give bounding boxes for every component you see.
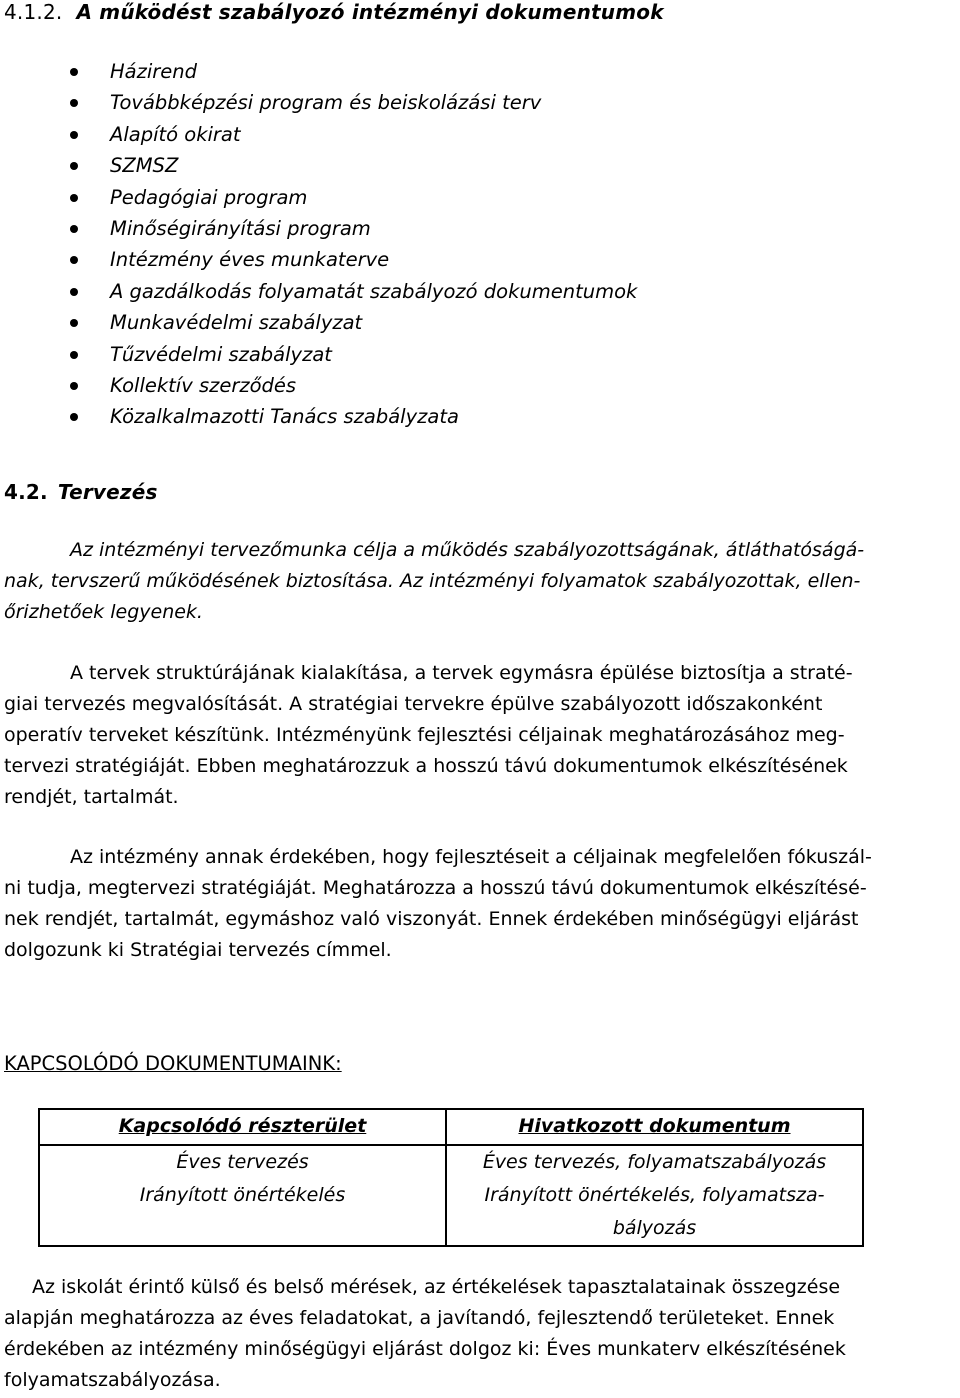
document-list xyxy=(0,56,637,433)
table-cell: Éves tervezés, folyamatszabályozás xyxy=(446,1145,863,1179)
bullet-icon xyxy=(70,194,78,202)
section-title: Tervezés xyxy=(57,480,158,504)
section-number: 4.1.2. xyxy=(4,0,63,24)
paragraph-plan-structure: A tervek struktúrájának kialakítása, a tervek egymásra épülése biztosítja a straté- giai tervezés megvalósítását. A stratégiai tervekre épülve szabályozott időszakonként operatív terveket készítünk. Intézményünk fejlesztési céljainak meghatározásához meg- tervezi stratégiáját. Ebben meghatározzuk a hosszú távú dokumentumok elkészítésének rendjét, tartalmát. xyxy=(4,662,853,808)
section-number: 4.2. xyxy=(4,480,48,504)
section-title: A működést szabályozó intézményi dokumentumok xyxy=(76,0,664,24)
table-header-cell: Hivatkozott dokumentum xyxy=(446,1109,863,1145)
paragraph-strategy: Az intézmény annak érdekében, hogy fejlesztéseit a céljainak megfelelően fókuszál- ni tudja, megtervezi stratégiáját. Meghatározza a hosszú távú dokumentumok elkészítésé- nek rendjét, tartalmát, egymáshoz való viszonyát. Ennek érdekében minőségügyi eljárást dolgozunk ki Stratégiai tervezés címmel. xyxy=(4,846,872,961)
list-item: Továbbképzési program és beiskolázási terv xyxy=(0,87,637,118)
list-item: Alapító okirat xyxy=(0,119,637,150)
list-item: Kollektív szerződés xyxy=(0,370,637,401)
bullet-icon xyxy=(70,288,78,296)
bullet-icon xyxy=(70,256,78,264)
bullet-icon xyxy=(70,162,78,170)
bullet-icon xyxy=(70,382,78,390)
list-item: Minőségirányítási program xyxy=(0,213,637,244)
bullet-icon xyxy=(70,131,78,139)
table-row xyxy=(39,1179,863,1246)
table-cell: Éves tervezés xyxy=(39,1145,446,1179)
bullet-icon xyxy=(70,68,78,76)
related-documents-heading: KAPCSOLÓDÓ DOKUMENTUMAINK: xyxy=(4,1052,342,1075)
table-header-cell: Kapcsolódó részterület xyxy=(39,1109,446,1145)
bullet-icon xyxy=(70,225,78,233)
table-header-row xyxy=(39,1109,863,1145)
bullet-icon xyxy=(70,413,78,421)
table-cell: Irányított önértékelés, folyamatsza- bályozás xyxy=(446,1179,863,1246)
list-item: SZMSZ xyxy=(0,150,637,181)
list-item: Házirend xyxy=(0,56,637,87)
section-heading-4-1-2 xyxy=(4,0,664,24)
bullet-icon xyxy=(70,351,78,359)
bullet-icon xyxy=(70,99,78,107)
list-item: Munkavédelmi szabályzat xyxy=(0,307,637,338)
related-documents-table xyxy=(38,1108,864,1247)
table-cell: Irányított önértékelés xyxy=(39,1179,446,1246)
list-item: Tűzvédelmi szabályzat xyxy=(0,339,637,370)
table-row xyxy=(39,1145,863,1179)
list-item: Intézmény éves munkaterve xyxy=(0,244,637,275)
paragraph-planning-goal: Az intézményi tervezőmunka célja a működés szabályozottságának, átláthatóságá- nak, tervszerű működésének biztosítása. Az intézményi folyamatok szabályozottak, ellen- őrizhetőek legyenek. xyxy=(4,539,865,623)
section-heading-4-2 xyxy=(4,480,158,504)
bullet-icon xyxy=(70,319,78,327)
list-item: A gazdálkodás folyamatát szabályozó dokumentumok xyxy=(0,276,637,307)
paragraph-closing: Az iskolát érintő külső és belső mérések, az értékelések tapasztalatainak összegzése alapján meghatározza az éves feladatokat, a javítandó, fejlesztendő területeket. Ennek érdekében az intézmény minőségügyi eljárást dolgoz ki: Éves munkaterv elkészítésének folyamatszabályozása. xyxy=(4,1276,846,1391)
list-item: Pedagógiai program xyxy=(0,182,637,213)
list-item: Közalkalmazotti Tanács szabályzata xyxy=(0,401,637,432)
